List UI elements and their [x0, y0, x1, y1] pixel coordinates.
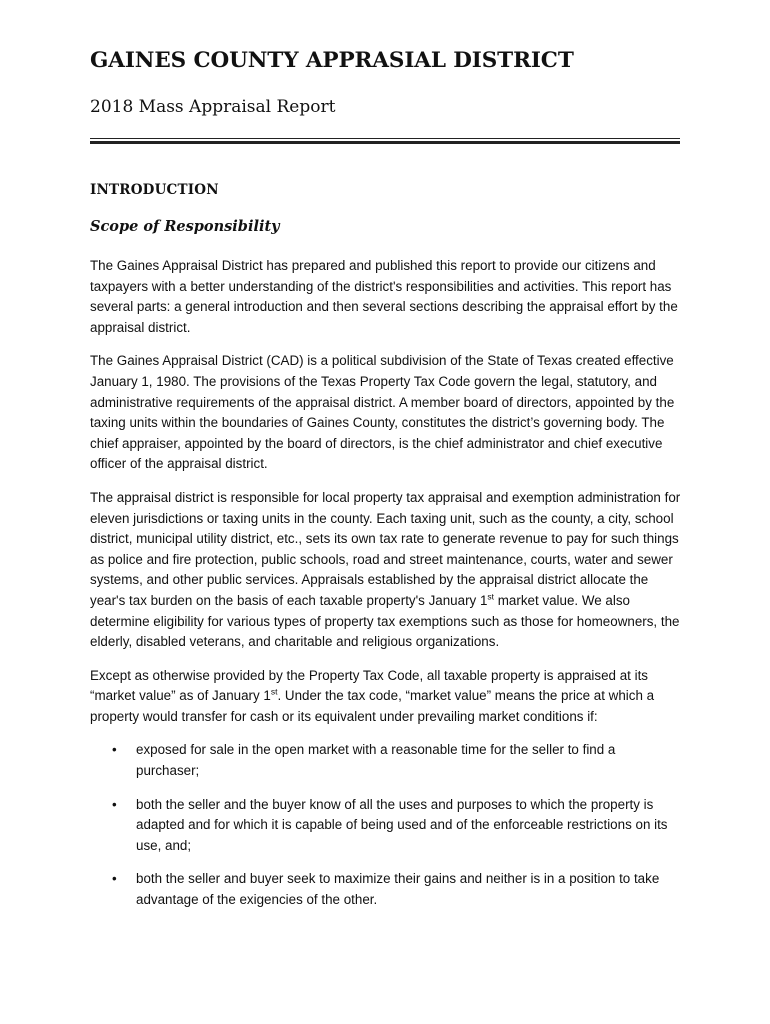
bullet-icon: • [112, 796, 117, 812]
bullet-icon: • [112, 742, 117, 758]
paragraph-3-text-b: market value. We also determine eligibility for various types of property tax exemptions such as those for homeowners, the elderly, disabled veterans, and charitable and religious organizations. [90, 592, 680, 650]
report-subtitle: 2018 Mass Appraisal Report [90, 97, 336, 117]
list-item [90, 869, 682, 910]
paragraph-3 [90, 488, 682, 653]
list-item-text: both the seller and buyer seek to maximize their gains and neither is in a position to take advantage of the exigencies of the other. [136, 871, 660, 908]
paragraph-4-text-a: Except as otherwise provided by the Property Tax Code, all taxable property is appraised at its “market value” as of January 1 [90, 667, 648, 704]
paragraph-4-text-b: . Under the tax code, “market value” means the price at which a property would transfer for cash or its equivalent under prevailing market conditions if: [90, 688, 655, 724]
section-subheading: Scope of Responsibility [90, 218, 280, 235]
bullet-icon: • [112, 871, 117, 887]
report-title: GAINES COUNTY APPRASIAL DISTRICT [90, 48, 574, 73]
paragraph-2: The Gaines Appraisal District (CAD) is a political subdivision of the State of Texas created effective January 1, 1980. The provisions of the Texas Property Tax Code govern the legal, statutory, and administrative requirements of the appraisal district. A member board of directors, appointed by the taxing units within the boundaries of Gaines County, constitutes the district’s governing body. The chief appraiser, appointed by the board of directors, is the chief administrator and chief executive officer of the appraisal district. [90, 353, 675, 472]
paragraph-3-text-a: The appraisal district is responsible for local property tax appraisal and exemption administration for eleven jurisdictions or taxing units in the county. Each taxing unit, such as the county, a city, school district, municipal utility district, etc., sets its own tax rate to generate revenue to pay for such things as police and fire protection, public schools, road and street maintenance, courts, water and sewer systems, and other public services. Appraisals established by the appraisal district allocate the year's tax burden on the basis of each taxable property's January 1 [90, 489, 681, 608]
list-item [90, 740, 682, 781]
paragraph-4 [90, 666, 682, 728]
list-item-text: exposed for sale in the open market with a reasonable time for the seller to find a purchaser; [136, 742, 616, 779]
superscript-st: st [487, 591, 495, 602]
superscript-st: st [270, 686, 278, 697]
body-text [90, 256, 682, 924]
paragraph-1: The Gaines Appraisal District has prepared and published this report to provide our citizens and taxpayers with a better understanding of the district's responsibilities and activities. This report has several parts: a general introduction and then several sections describing the appraisal effort by the appraisal district. [90, 258, 678, 335]
market-value-conditions-list [90, 740, 682, 910]
list-item-text: both the seller and the buyer know of all the uses and purposes to which the property is adapted and for which it is capable of being used and of the enforceable restrictions on its use, and; [136, 796, 668, 853]
section-heading: INTRODUCTION [90, 182, 219, 198]
header-rule-thin [90, 138, 680, 139]
header-rule-thick [90, 141, 680, 144]
list-item [90, 795, 682, 857]
